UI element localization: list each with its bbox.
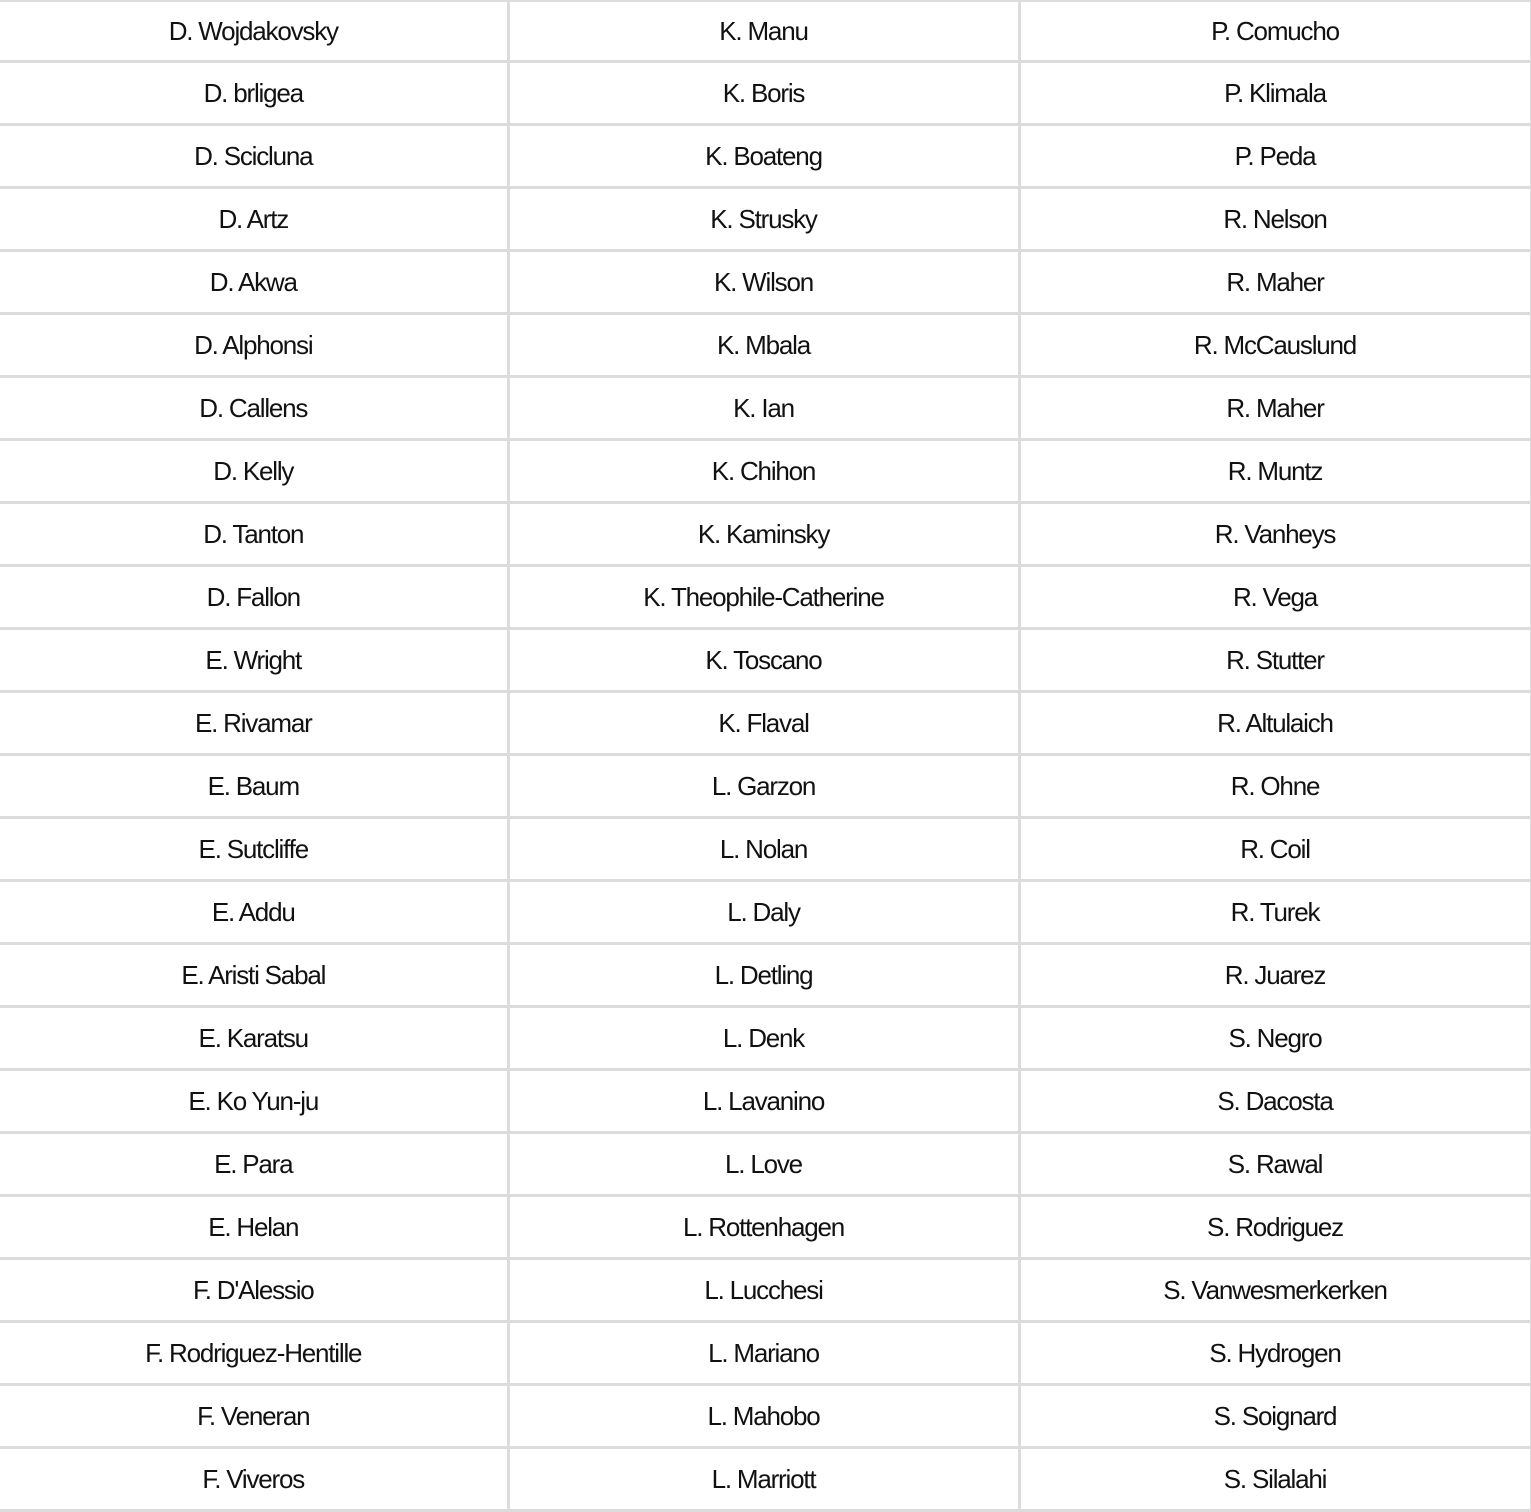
table-row xyxy=(0,944,1531,1007)
name-cell: F. Veneran xyxy=(0,1385,508,1448)
name-cell: D. brligea xyxy=(0,62,508,125)
name-cell: K. Flaval xyxy=(508,692,1019,755)
table-row xyxy=(0,629,1531,692)
table-row xyxy=(0,1,1531,62)
name-cell: K. Chihon xyxy=(508,440,1019,503)
name-cell: L. Marriott xyxy=(508,1448,1019,1511)
name-cell: D. Artz xyxy=(0,188,508,251)
name-cell: L. Detling xyxy=(508,944,1019,1007)
name-cell: P. Peda xyxy=(1019,125,1531,188)
table-row xyxy=(0,125,1531,188)
name-cell: S. Vanwesmerkerken xyxy=(1019,1259,1531,1322)
name-cell: S. Negro xyxy=(1019,1007,1531,1070)
name-cell: E. Sutcliffe xyxy=(0,818,508,881)
name-cell: K. Mbala xyxy=(508,314,1019,377)
name-cell: D. Akwa xyxy=(0,251,508,314)
name-cell: D. Tanton xyxy=(0,503,508,566)
name-cell: L. Daly xyxy=(508,881,1019,944)
name-cell: R. Vanheys xyxy=(1019,503,1531,566)
name-cell: R. Muntz xyxy=(1019,440,1531,503)
name-cell: K. Boris xyxy=(508,62,1019,125)
name-cell: E. Aristi Sabal xyxy=(0,944,508,1007)
table-row xyxy=(0,503,1531,566)
name-cell: L. Love xyxy=(508,1133,1019,1196)
name-cell: R. Vega xyxy=(1019,566,1531,629)
name-cell: L. Nolan xyxy=(508,818,1019,881)
name-cell: F. Rodriguez-Hentille xyxy=(0,1322,508,1385)
name-cell: P. Klimala xyxy=(1019,62,1531,125)
name-cell: D. Fallon xyxy=(0,566,508,629)
table-row xyxy=(0,1007,1531,1070)
name-cell: L. Denk xyxy=(508,1007,1019,1070)
table-row xyxy=(0,1259,1531,1322)
table-row xyxy=(0,566,1531,629)
name-cell: D. Kelly xyxy=(0,440,508,503)
name-cell: D. Scicluna xyxy=(0,125,508,188)
name-cell: K. Boateng xyxy=(508,125,1019,188)
name-cell: R. Altulaich xyxy=(1019,692,1531,755)
table-row xyxy=(0,881,1531,944)
name-cell: K. Strusky xyxy=(508,188,1019,251)
name-cell: R. Juarez xyxy=(1019,944,1531,1007)
name-cell: P. Comucho xyxy=(1019,1,1531,62)
table-row xyxy=(0,692,1531,755)
table-row xyxy=(0,1385,1531,1448)
table-row xyxy=(0,377,1531,440)
table-row xyxy=(0,755,1531,818)
name-cell: L. Mahobo xyxy=(508,1385,1019,1448)
name-cell: S. Soignard xyxy=(1019,1385,1531,1448)
name-cell: R. Maher xyxy=(1019,251,1531,314)
name-cell: S. Dacosta xyxy=(1019,1070,1531,1133)
name-cell: K. Ian xyxy=(508,377,1019,440)
name-cell: E. Ko Yun-ju xyxy=(0,1070,508,1133)
name-cell: K. Wilson xyxy=(508,251,1019,314)
table-row xyxy=(0,251,1531,314)
name-cell: F. D'Alessio xyxy=(0,1259,508,1322)
table-row xyxy=(0,440,1531,503)
name-cell: R. Stutter xyxy=(1019,629,1531,692)
table-row xyxy=(0,1196,1531,1259)
table-row xyxy=(0,818,1531,881)
name-cell: S. Rawal xyxy=(1019,1133,1531,1196)
name-cell: E. Rivamar xyxy=(0,692,508,755)
name-cell: L. Garzon xyxy=(508,755,1019,818)
names-table-body xyxy=(0,1,1531,1511)
name-cell: F. Viveros xyxy=(0,1448,508,1511)
name-cell: S. Hydrogen xyxy=(1019,1322,1531,1385)
name-cell: L. Rottenhagen xyxy=(508,1196,1019,1259)
table-row xyxy=(0,314,1531,377)
name-cell: K. Manu xyxy=(508,1,1019,62)
table-row xyxy=(0,1448,1531,1511)
name-cell: E. Karatsu xyxy=(0,1007,508,1070)
name-cell: E. Addu xyxy=(0,881,508,944)
name-cell: R. McCauslund xyxy=(1019,314,1531,377)
name-cell: K. Toscano xyxy=(508,629,1019,692)
name-cell: E. Para xyxy=(0,1133,508,1196)
name-cell: R. Turek xyxy=(1019,881,1531,944)
name-cell: R. Nelson xyxy=(1019,188,1531,251)
name-cell: S. Rodriguez xyxy=(1019,1196,1531,1259)
name-cell: E. Baum xyxy=(0,755,508,818)
name-cell: K. Theophile-Catherine xyxy=(508,566,1019,629)
table-row xyxy=(0,1070,1531,1133)
table-row xyxy=(0,188,1531,251)
table-row xyxy=(0,62,1531,125)
name-cell: D. Alphonsi xyxy=(0,314,508,377)
name-cell: L. Mariano xyxy=(508,1322,1019,1385)
name-cell: E. Wright xyxy=(0,629,508,692)
name-cell: D. Callens xyxy=(0,377,508,440)
name-cell: R. Ohne xyxy=(1019,755,1531,818)
name-cell: L. Lavanino xyxy=(508,1070,1019,1133)
name-cell: D. Wojdakovsky xyxy=(0,1,508,62)
name-cell: R. Coil xyxy=(1019,818,1531,881)
name-cell: K. Kaminsky xyxy=(508,503,1019,566)
name-cell: E. Helan xyxy=(0,1196,508,1259)
name-cell: S. Silalahi xyxy=(1019,1448,1531,1511)
name-cell: L. Lucchesi xyxy=(508,1259,1019,1322)
name-cell: R. Maher xyxy=(1019,377,1531,440)
table-row xyxy=(0,1322,1531,1385)
table-row xyxy=(0,1133,1531,1196)
